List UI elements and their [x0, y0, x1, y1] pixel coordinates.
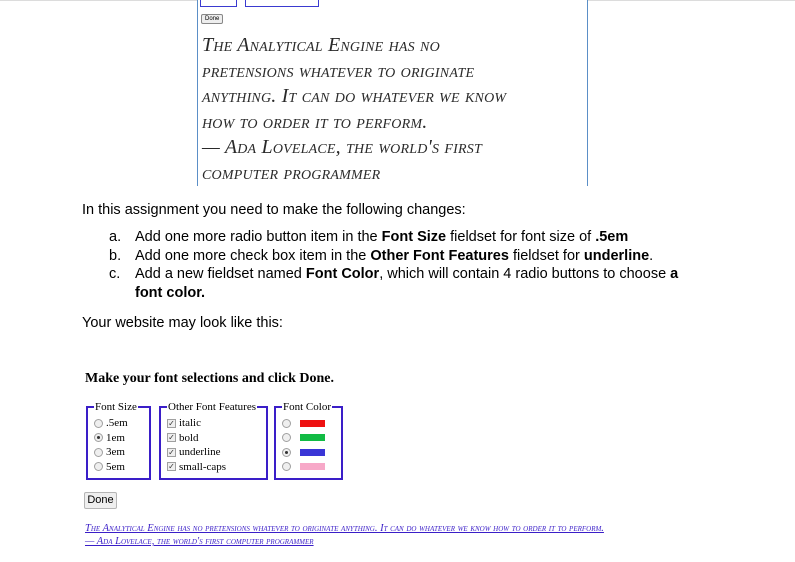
item-text: fieldset for font size of [446, 229, 596, 245]
radio-button[interactable] [94, 462, 103, 471]
styled-quote-small [85, 522, 785, 548]
radio-button-selected[interactable] [282, 448, 291, 457]
option-label: bold [179, 431, 199, 444]
item-bold: a font color. [135, 266, 679, 301]
checkbox-checked[interactable]: ✓ [168, 462, 175, 472]
font-size-option[interactable] [94, 460, 143, 475]
change-item [109, 228, 695, 247]
radio-button[interactable] [94, 419, 103, 428]
option-label: small-caps [179, 460, 227, 473]
color-swatch [300, 449, 325, 456]
item-bold: .5em [595, 229, 629, 245]
change-item [109, 265, 695, 302]
radio-button[interactable] [94, 448, 103, 457]
checkbox-checked[interactable]: ✓ [168, 418, 175, 428]
color-swatch [300, 420, 325, 427]
option-label: underline [179, 446, 221, 458]
quote-line: anything. It can do whatever we know [202, 85, 507, 108]
item-marker: a. [109, 229, 122, 245]
checkbox-checked[interactable]: ✓ [168, 447, 175, 457]
font-size-option[interactable] [94, 445, 143, 460]
quote-line: computer programmer [202, 161, 381, 184]
quote-line: — Ada Lovelace, the world's first [202, 136, 482, 159]
item-bold: Other Font Features [370, 247, 509, 264]
option-label: italic [179, 417, 201, 429]
color-swatch [300, 463, 325, 470]
radio-button[interactable] [282, 462, 291, 471]
quote-line: how to order it to perform. [202, 110, 428, 133]
quote-line: The Analytical Engine has no pretensions whatever to originate anything. It can do whatever we know how to order it to perform. [85, 523, 604, 534]
font-color-option[interactable] [282, 431, 335, 446]
font-feature-option[interactable] [167, 431, 260, 446]
example-screenshot [197, 0, 588, 186]
font-color-option[interactable] [282, 460, 335, 475]
item-text: fieldset for [508, 247, 584, 264]
item-text: Add one more radio button item in the [135, 229, 382, 245]
quote-line: — Ada Lovelace, the world's first computer programmer [85, 536, 314, 547]
item-bold: Font Size [381, 229, 447, 245]
option-label: 1em [106, 431, 125, 444]
fieldset-stub [245, 0, 319, 7]
demo-heading: Make your font selections and click Done. [85, 371, 335, 386]
item-text: , which will contain 4 radio buttons to choose [379, 266, 671, 282]
change-list [109, 228, 695, 302]
styled-quote-large [202, 33, 582, 186]
item-marker: c. [109, 266, 121, 282]
font-color-legend: Font Color [283, 401, 331, 413]
quote-line: The Analytical Engine has no [202, 34, 440, 56]
done-button[interactable]: Done [84, 492, 117, 509]
font-color-fieldset [274, 401, 343, 480]
quote-line: pretensions whatever to originate [202, 59, 475, 82]
may-look-text: Your website may look like this: [82, 315, 283, 331]
option-label: 5em [106, 460, 125, 473]
font-feature-option[interactable] [167, 445, 260, 460]
radio-button[interactable] [282, 419, 291, 428]
font-features-fieldset [159, 401, 268, 480]
item-marker: b. [109, 247, 122, 264]
checkbox-checked[interactable]: ✓ [168, 433, 175, 443]
item-text: . [649, 247, 654, 264]
font-color-option[interactable] [282, 416, 335, 431]
font-size-option[interactable] [94, 431, 143, 446]
font-feature-option[interactable] [167, 416, 260, 431]
item-bold: underline [583, 247, 650, 264]
font-feature-option[interactable] [167, 460, 260, 475]
font-features-legend: Other Font Features [168, 401, 256, 413]
done-button-small[interactable]: Done [201, 14, 223, 24]
radio-button-selected[interactable] [94, 433, 103, 442]
color-swatch [300, 434, 325, 441]
font-color-option[interactable] [282, 445, 335, 460]
font-size-legend: Font Size [95, 401, 137, 413]
font-size-fieldset [86, 401, 151, 480]
option-label: 3em [106, 446, 125, 458]
assignment-intro: In this assignment you need to make the following changes: [82, 202, 466, 218]
fieldset-stub [200, 0, 237, 7]
item-text: Add a new fieldset named [135, 266, 306, 282]
item-text: Add one more check box item in the [135, 247, 371, 264]
radio-button[interactable] [282, 433, 291, 442]
change-item [109, 247, 695, 266]
item-bold: Font Color [305, 266, 380, 282]
option-label: .5em [106, 417, 128, 429]
font-size-option[interactable] [94, 416, 143, 431]
